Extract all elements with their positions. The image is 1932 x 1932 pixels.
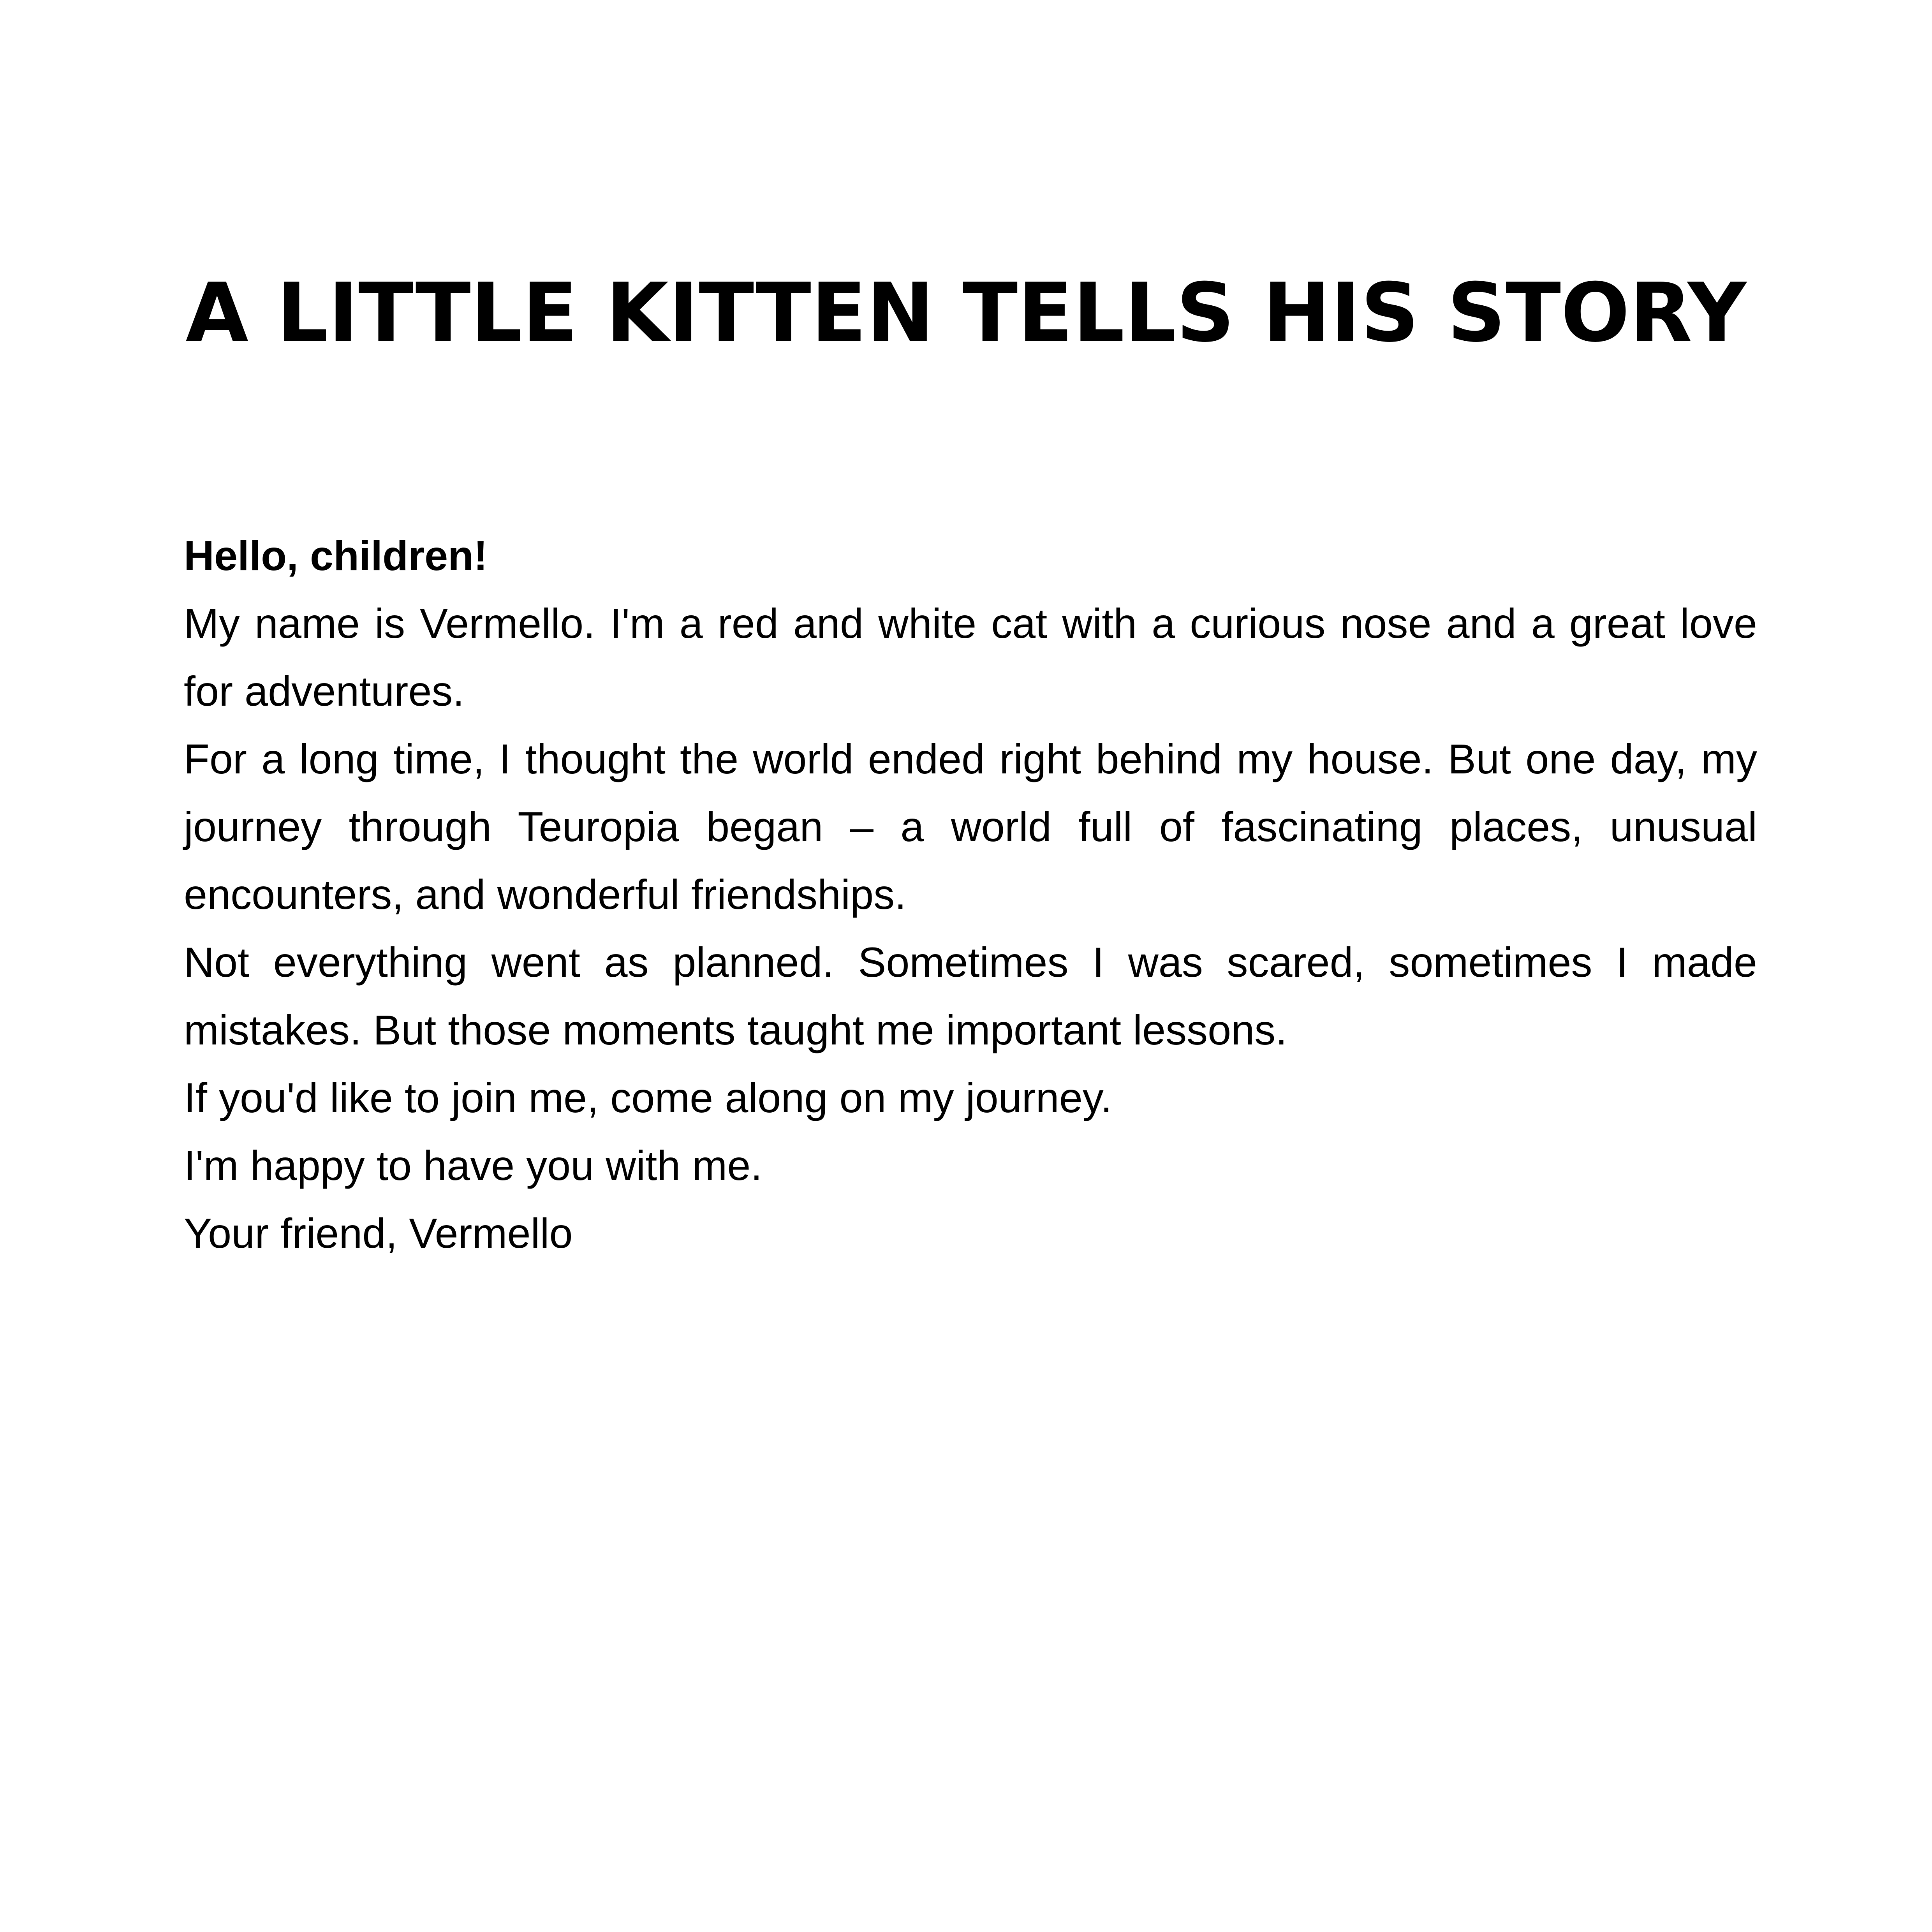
signature-line: Your friend, Vermello — [184, 1210, 573, 1257]
paragraph-welcome: I'm happy to have you with me. — [184, 1142, 763, 1189]
paragraph-lessons: Not everything went as planned. Sometimes I was scared, sometimes I made mistakes. But those moments taught me important lessons. — [184, 939, 1757, 1053]
paragraph-journey: For a long time, I thought the world ended right behind my house. But one day, my journey through Teuropia began – a world full of fascinating places, unusual encounters, and wonderful friendships. — [184, 735, 1757, 918]
page-title: A LITTLE KITTEN TELLS HIS STORY — [185, 266, 1747, 360]
paragraph-invitation: If you'd like to join me, come along on my journey. — [184, 1074, 1112, 1121]
story-body — [184, 522, 1757, 1267]
greeting-line: Hello, children! — [184, 532, 488, 579]
paragraph-introduction: My name is Vermello. I'm a red and white cat with a curious nose and a great love for adventures. — [184, 600, 1757, 715]
